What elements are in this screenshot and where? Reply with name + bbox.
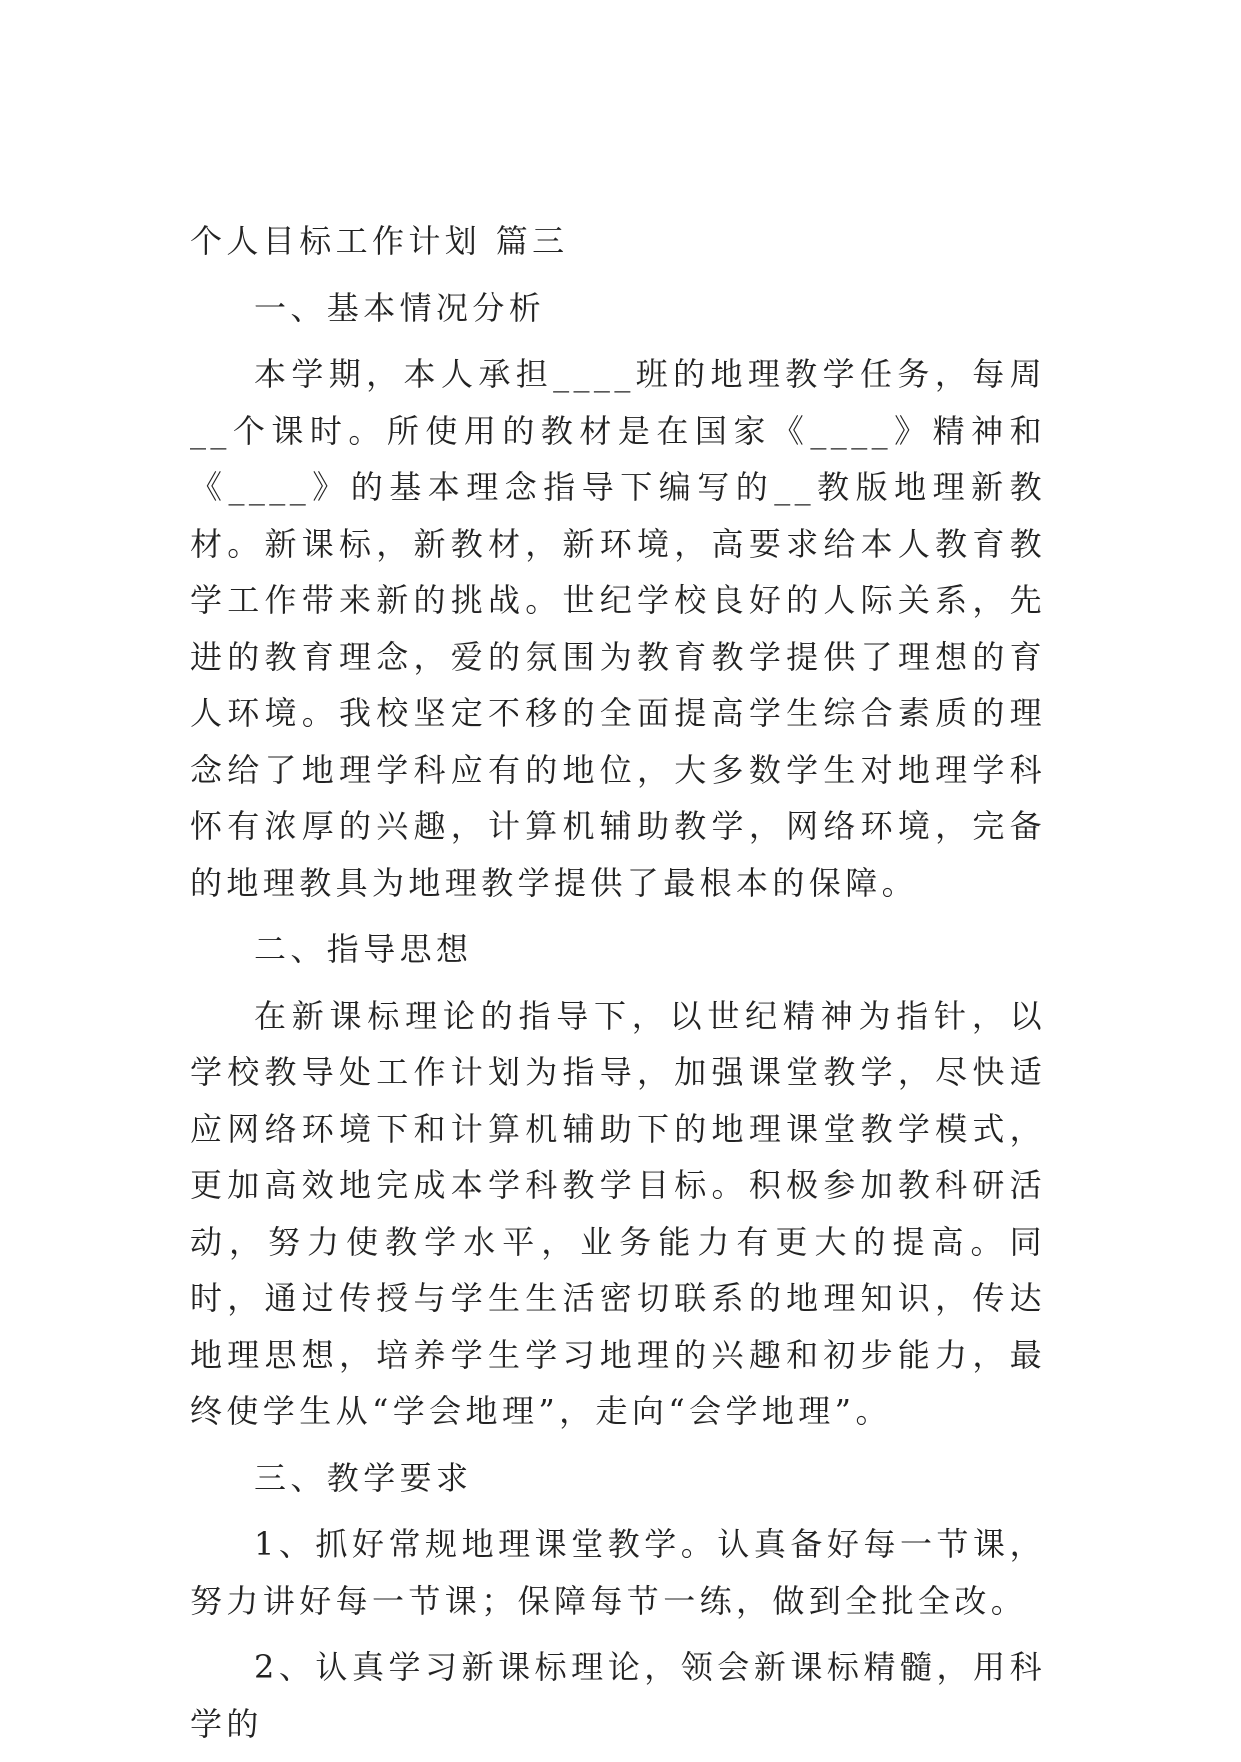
paragraph: 在新课标理论的指导下，以世纪精神为指针，以学校教导处工作计划为指导，加强课堂教学，尽快适应网络环境下和计算机辅助下的地理课堂教学模式，更加高效地完成本学科教学目标。积极参加教科研活动，努力使教学水平，业务能力有更大的提高。同时，通过传授与学生生活密切联系的地理知识，传达地理思想，培养学生学习地理的兴趣和初步能力，最终使学生从“学会地理”，走向“会学地理”。: [190, 996, 1046, 1430]
paragraph: 本学期，本人承担____班的地理教学任务，每周__个课时。所使用的教材是在国家《____》精神和《____》的基本理念指导下编写的__教版地理新教材。新课标，新教材，新环境，高要求给本人教育教学工作带来新的挑战。世纪学校良好的人际关系，先进的教育理念，爱的氛围为教育教学提供了理想的育人环境。我校坚定不移的全面提高学生综合素质的理念给了地理学科应有的地位，大多数学生对地理学科怀有浓厚的兴趣，计算机辅助教学，网络环境，完备的地理教具为地理教学提供了最根本的保障。: [190, 355, 1046, 902]
paragraph: 1、抓好常规地理课堂教学。认真备好每一节课，努力讲好每一节课；保障每节一练，做到全批全改。: [190, 1525, 1046, 1620]
section-heading: 一、基本情况分析: [254, 288, 546, 327]
section-heading: 二、指导思想: [254, 930, 473, 968]
section-teaching-requirements: [190, 1450, 1046, 1753]
document-body: [190, 213, 1046, 1762]
paragraph: 2、认真学习新课标理论，领会新课标精髓，用科学的: [190, 1648, 1046, 1743]
document-title: 个人目标工作计划 篇三: [190, 222, 569, 260]
section-guiding-thought: [190, 921, 1046, 1440]
section-basic-analysis: [190, 280, 1046, 912]
section-heading: 三、教学要求: [254, 1458, 473, 1497]
